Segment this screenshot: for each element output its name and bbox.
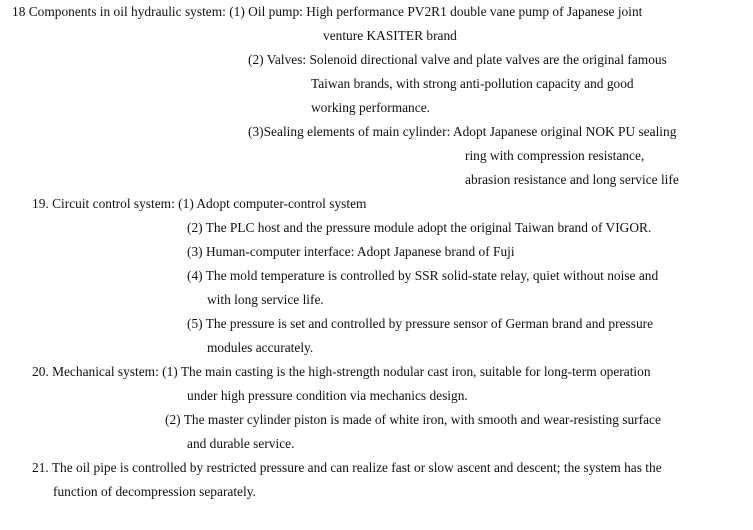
item-18-line: 18 Components in oil hydraulic system: (1) Oil pump: High performance PV2R1 double vane pump of Japanese joint (12, 4, 643, 19)
item-19-temperature-cont: with long service life. (207, 292, 324, 307)
item-18-oil-pump-cont: venture KASITER brand (323, 28, 457, 43)
item-18-valves-cont-1: Taiwan brands, with strong anti-pollution capacity and good (311, 76, 634, 91)
item-20-casting-cont: under high pressure condition via mechanics design. (187, 388, 468, 403)
item-18-sealing-cont-1: ring with compression resistance, (465, 148, 645, 163)
item-19-line: 19. Circuit control system: (1) Adopt computer-control system (32, 196, 367, 211)
item-18-sealing-cont-2: abrasion resistance and long service life (465, 172, 679, 187)
item-20-line: 20. Mechanical system: (1) The main casting is the high-strength nodular cast iron, suitable for long-term operation (32, 364, 651, 379)
item-19-pressure-line: (5) The pressure is set and controlled by pressure sensor of German brand and pressure (187, 316, 654, 331)
item-20-piston-line: (2) The master cylinder piston is made of white iron, with smooth and wear-resisting surface (165, 412, 661, 427)
item-20-piston-cont: and durable service. (187, 436, 295, 451)
item-18-sealing-line: (3)Sealing elements of main cylinder: Adopt Japanese original NOK PU sealing (248, 124, 677, 139)
item-19-pressure-cont: modules accurately. (207, 340, 314, 355)
item-18-valves-line: (2) Valves: Solenoid directional valve and plate valves are the original famous (248, 52, 667, 67)
item-19-temperature-line: (4) The mold temperature is controlled by SSR solid-state relay, quiet without noise and (187, 268, 659, 283)
item-19-hmi-line: (3) Human-computer interface: Adopt Japanese brand of Fuji (187, 244, 515, 259)
item-21-cont: function of decompression separately. (53, 484, 256, 499)
item-19-plc-line: (2) The PLC host and the pressure module adopt the original Taiwan brand of VIGOR. (187, 220, 652, 235)
item-18-valves-cont-2: working performance. (311, 100, 430, 115)
item-21-line: 21. The oil pipe is controlled by restricted pressure and can realize fast or slow ascent and descent; the system has the (32, 460, 662, 475)
